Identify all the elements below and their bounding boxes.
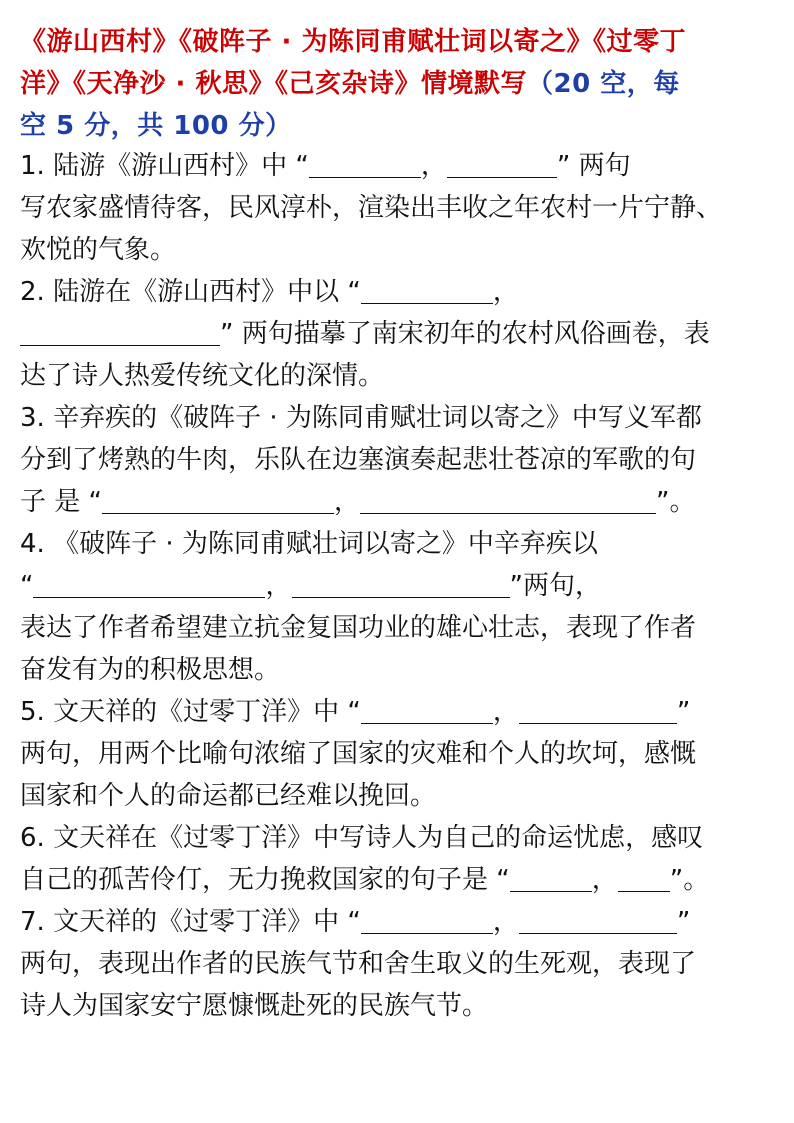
question-5-line-2: [20, 734, 794, 774]
answer-blank[interactable]: [360, 487, 656, 514]
score-info: 空 5 分，共 100 分）: [20, 111, 292, 141]
question-2-line-3: [20, 356, 794, 396]
question-6-line-2: [20, 860, 794, 900]
question-7-line-3: [20, 986, 794, 1026]
question-text: 4. 《破阵子 · 为陈同甫赋壮词以寄之》中辛弃疾以: [20, 529, 598, 559]
question-3-line-3: [20, 482, 794, 522]
answer-blank[interactable]: [618, 865, 670, 892]
question-4-line-2: [20, 566, 794, 606]
question-7-line-1: [20, 902, 794, 942]
question-text: ”两句，: [509, 571, 601, 601]
question-text: ”: [676, 907, 691, 937]
separator: ，: [334, 487, 361, 517]
separator: ，: [492, 907, 519, 937]
title-text: 《游山西村》《破阵子 · 为陈同甫赋壮词以寄之》《过零丁: [20, 27, 686, 57]
answer-blank[interactable]: [292, 571, 510, 598]
answer-blank[interactable]: [361, 907, 493, 934]
answer-blank[interactable]: [519, 907, 677, 934]
answer-blank[interactable]: [309, 151, 421, 178]
question-4-line-1: [20, 524, 794, 564]
question-text: 自己的孤苦伶仃，无力挽救国家的句子是 “: [20, 865, 510, 895]
question-3-line-1: [20, 398, 794, 438]
question-text: 两句，表现出作者的民族气节和舍生取义的生死观，表现了: [20, 949, 697, 979]
question-text: 2. 陆游在《游山西村》中以 “: [20, 277, 361, 307]
question-5-line-3: [20, 776, 794, 816]
answer-blank[interactable]: [20, 319, 220, 346]
question-6-line-1: [20, 818, 794, 858]
question-text: 奋发有为的积极思想。: [20, 655, 281, 685]
title-text: 洋》《天净沙 · 秋思》《己亥杂诗》情境默写: [20, 69, 527, 99]
question-text: 达了诗人热爱传统文化的深情。: [20, 361, 385, 391]
separator: ，: [492, 277, 519, 307]
question-text: ” 两句描摹了南宋初年的农村风俗画卷，表: [220, 319, 710, 349]
question-2-line-2: [20, 314, 794, 354]
question-text: ”。: [656, 487, 696, 517]
question-text: 写农家盛情待客，民风淳朴，渲染出丰收之年农村一片宁静、: [20, 193, 723, 223]
question-text: ”: [676, 697, 691, 727]
question-7-line-2: [20, 944, 794, 984]
score-info: （20 空，每: [526, 69, 680, 99]
answer-blank[interactable]: [447, 151, 557, 178]
question-text: 国家和个人的命运都已经难以挽回。: [20, 781, 437, 811]
question-text: “: [20, 571, 34, 601]
question-text: ”。: [669, 865, 710, 895]
question-text: 诗人为国家安宁愿慷慨赴死的民族气节。: [20, 991, 489, 1021]
question-text: 表达了作者希望建立抗金复国功业的雄心壮志，表现了作者: [20, 613, 697, 643]
question-text: 两句，用两个比喻句浓缩了国家的灾难和个人的坎坷，感慨: [20, 739, 697, 769]
answer-blank[interactable]: [519, 697, 677, 724]
question-text: 1. 陆游《游山西村》中 “: [20, 151, 309, 181]
worksheet-title-line-2: [20, 64, 794, 104]
answer-blank[interactable]: [361, 277, 493, 304]
question-1-line-1: [20, 146, 794, 186]
answer-blank[interactable]: [102, 487, 334, 514]
separator: ，: [492, 697, 519, 727]
answer-blank[interactable]: [33, 571, 265, 598]
answer-blank[interactable]: [510, 865, 592, 892]
separator: ，: [265, 571, 292, 601]
question-1-line-3: [20, 230, 794, 270]
question-text: 欢悦的气象。: [20, 235, 177, 265]
question-text: 6. 文天祥在《过零丁洋》中写诗人为自己的命运忧虑，感叹: [20, 823, 704, 853]
question-1-line-2: [20, 188, 794, 228]
question-2-line-1: [20, 272, 794, 312]
worksheet-title-line-3: [20, 106, 794, 146]
question-text: 7. 文天祥的《过零丁洋》中 “: [20, 907, 361, 937]
question-4-line-3: [20, 608, 794, 648]
question-3-line-2: [20, 440, 794, 480]
separator: ，: [591, 865, 618, 895]
question-text: 分到了烤熟的牛肉，乐队在边塞演奏起悲壮苍凉的军歌的句: [20, 445, 697, 475]
question-5-line-1: [20, 692, 794, 732]
answer-blank[interactable]: [361, 697, 493, 724]
question-4-line-4: [20, 650, 794, 690]
question-text: 3. 辛弃疾的《破阵子 · 为陈同甫赋壮词以寄之》中写义军都: [20, 403, 702, 433]
worksheet-title-line-1: [20, 22, 794, 62]
separator: ，: [420, 151, 447, 181]
question-text: 子 是 “: [20, 487, 102, 517]
question-text: ” 两句: [556, 151, 631, 181]
question-text: 5. 文天祥的《过零丁洋》中 “: [20, 697, 361, 727]
